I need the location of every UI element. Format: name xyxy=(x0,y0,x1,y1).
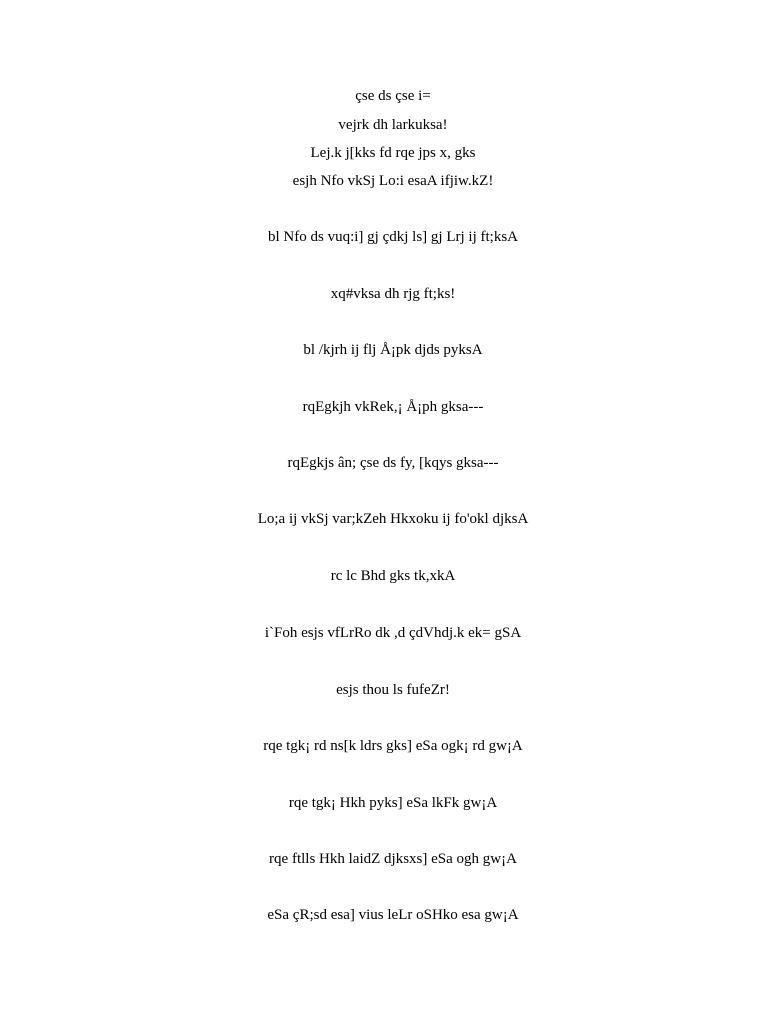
text-line-13: esjs thou ls fufeZr! xyxy=(336,682,450,698)
text-line-15: rqe tgk¡ Hkh pyks] eSa lkFk gw¡A xyxy=(288,795,498,811)
text-line-1: çse ds çse i= xyxy=(355,88,431,104)
text-line-3: Lej.k j[kks fd rqe jps x, gks xyxy=(310,145,476,161)
text-line-17: eSa çR;sd esa] vius leLr oSHko esa gw¡A xyxy=(267,907,519,923)
text-line-14: rqe tgk¡ rd ns[k ldrs gks] eSa ogk¡ rd gw¡A xyxy=(263,738,523,754)
text-line-11: rc lc Bhd gks tk,xkA xyxy=(330,568,456,584)
text-line-9: rqEgkjs ân; çse ds fy, [kqys gksa--- xyxy=(287,455,499,471)
text-line-10: Lo;a ij vkSj var;kZeh Hkxoku ij fo'okl djksA xyxy=(257,511,529,527)
text-line-12: i`Foh esjs vfLrRo dk ,d çdVhdj.k ek= gSA xyxy=(264,625,522,641)
text-line-7: bl /kjrh ij flj Å¡pk djds pyksA xyxy=(303,342,483,358)
text-line-4: esjh Nfo vkSj Lo:i esaA ifjiw.kZ! xyxy=(292,173,494,189)
text-line-16: rqe ftlls Hkh laidZ djksxs] eSa ogh gw¡A xyxy=(269,851,517,867)
text-line-2: vejrk dh larkuksa! xyxy=(338,117,448,133)
text-line-6: xq#vksa dh rjg ft;ks! xyxy=(330,286,456,302)
text-line-8: rqEgkjh vkRek,¡ Å¡ph gksa--- xyxy=(302,399,484,415)
text-line-5: bl Nfo ds vuq:i] gj çdkj ls] gj Lrj ij ft;ksA xyxy=(268,229,518,245)
